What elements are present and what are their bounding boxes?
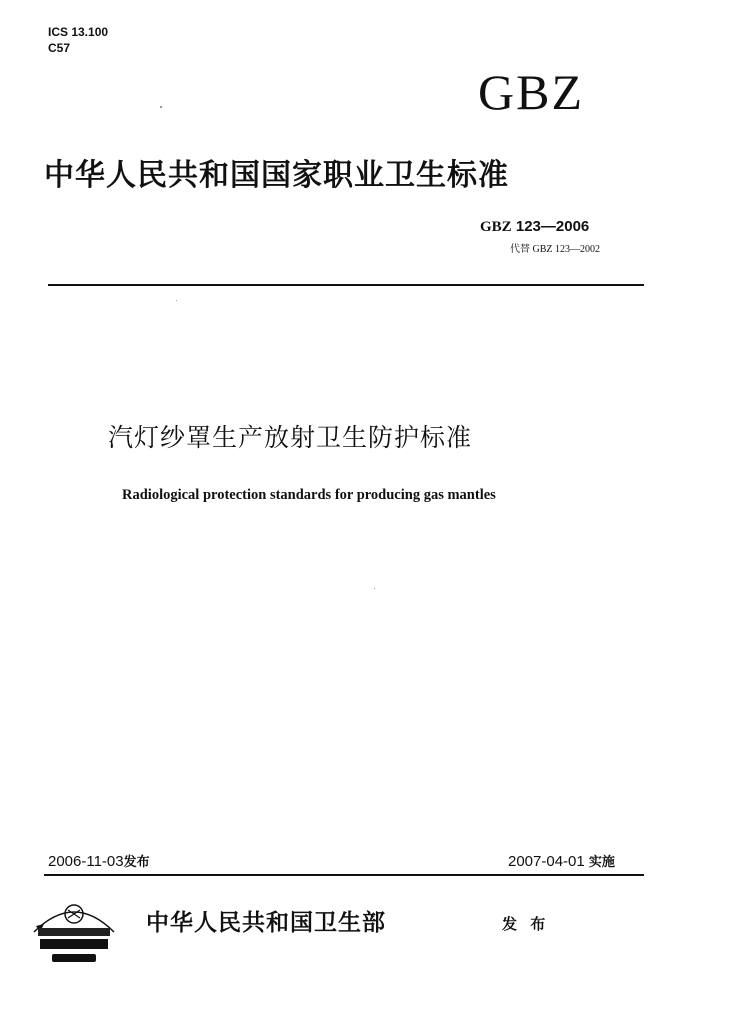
- replaces-note: 代替 GBZ 123—2002: [510, 244, 600, 255]
- effective-date: [508, 852, 615, 873]
- issuer-action: 发 布: [502, 915, 550, 933]
- issued-label: 发布: [123, 855, 150, 870]
- standard-number: [480, 217, 630, 237]
- publisher-emblem-icon: [30, 896, 118, 968]
- standard-category-title: 中华人民共和国国家职业卫生标准: [44, 158, 509, 193]
- issuer-name: 中华人民共和国卫生部: [146, 909, 386, 936]
- gbz-logo: GBZ: [478, 64, 584, 120]
- document-title-en: Radiological protection standards for producing gas mantles: [122, 487, 496, 503]
- scan-speck: [374, 588, 375, 589]
- issued-date: [48, 852, 150, 873]
- footer-divider: [44, 874, 644, 876]
- issued-date-value: 2006-11-03: [48, 853, 124, 870]
- standard-number-code: GBZ: [480, 219, 512, 235]
- ics-code: ICS 13.100: [48, 25, 109, 39]
- header-divider: [48, 284, 644, 286]
- document-title-cn: 汽灯纱罩生产放射卫生防护标准: [108, 423, 473, 452]
- publisher-emblem-svg: [30, 896, 118, 968]
- effective-label: 实施: [588, 855, 615, 870]
- scan-speck: [160, 106, 162, 108]
- scan-speck: [176, 300, 177, 301]
- standard-number-value: 123—2006: [515, 218, 590, 235]
- classification-codes: [48, 24, 108, 56]
- effective-date-value: 2007-04-01: [508, 853, 585, 870]
- ccs-code: C57: [48, 41, 71, 55]
